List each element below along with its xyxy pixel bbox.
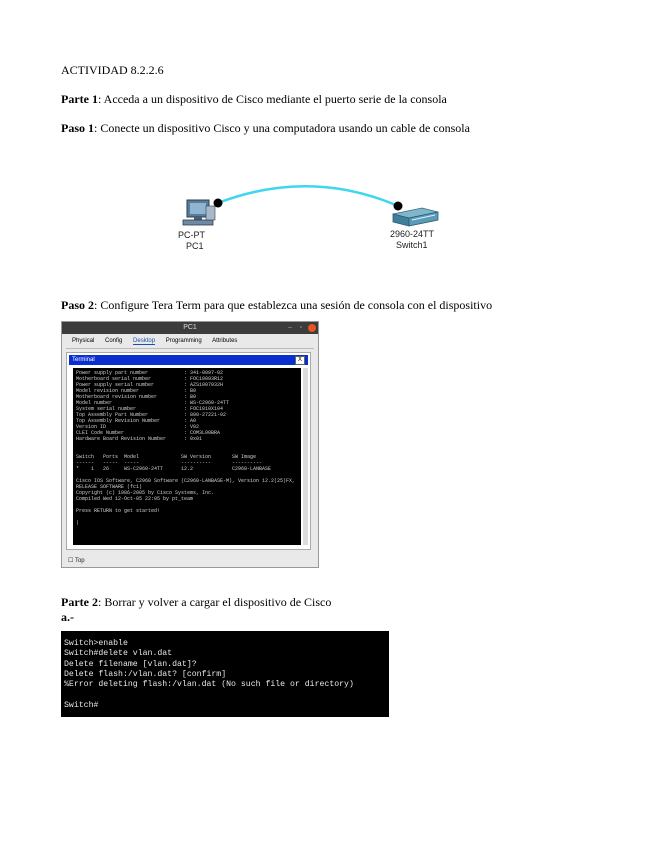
topology-svg	[150, 178, 470, 268]
pc-port-dot	[214, 199, 223, 208]
cli-line: Delete filename [vlan.dat]?	[64, 659, 197, 669]
minimize-icon[interactable]: –	[288, 324, 292, 331]
pc1-window-screenshot	[61, 321, 319, 568]
terminal-line: Power supply serial number : AZS1007032H	[76, 382, 224, 388]
parte2-heading	[61, 595, 331, 610]
pc-name-label: PC1	[186, 241, 204, 251]
terminal-close-button[interactable]: X	[295, 356, 305, 365]
terminal-line: RELEASE SOFTWARE (fc1)	[76, 484, 143, 490]
parte2-text: : Borrar y volver a cargar el dispositivo de Cisco	[97, 595, 332, 609]
pc-type-label: PC-PT	[178, 230, 205, 240]
terminal-header	[69, 355, 308, 365]
parte1-text: : Acceda a un dispositivo de Cisco mediante el puerto serie de la consola	[97, 92, 447, 106]
terminal-line: CLEI Code Number : COM3L00BRA	[76, 430, 221, 436]
paso1-heading	[61, 121, 470, 136]
terminal-line: System serial number : FOC1010X104	[76, 406, 224, 412]
step-a-text: a.-	[61, 610, 74, 624]
terminal-line: Top Assembly Revision Number : A0	[76, 418, 197, 424]
parte1-label: Parte 1	[61, 92, 98, 106]
terminal-line: * 1 26 WS-C2960-24TT 12.2 C2960-LANBASE	[76, 466, 272, 472]
window-tabs	[72, 338, 246, 344]
paso2-text: : Configure Tera Term para que establezca una sesión de consola con el dispositivo	[94, 298, 493, 312]
window-close-icon[interactable]	[308, 324, 316, 332]
terminal-line: Version ID : V02	[76, 424, 200, 430]
cli-line: %Error deleting flash:/vlan.dat (No such file or directory)	[64, 680, 354, 690]
terminal-line: |	[76, 520, 80, 526]
terminal-line: Hardware Board Revision Number : 0x01	[76, 436, 203, 442]
terminal-output[interactable]	[73, 368, 301, 545]
step-a-label	[61, 610, 74, 625]
terminal-line: Model revision number : B0	[76, 388, 197, 394]
cli-line: Switch>enable	[64, 639, 128, 648]
paso1-text: : Conecte un dispositivo Cisco y una computadora usando un cable de consola	[94, 121, 470, 135]
terminal-line: Copyright (c) 1986-2005 by Cisco Systems, Inc.	[76, 490, 215, 496]
paso1-label: Paso 1	[61, 121, 94, 135]
tab-desktop[interactable]: Desktop	[133, 338, 156, 344]
maximize-icon[interactable]: ▫	[299, 324, 302, 331]
desktop-panel	[66, 352, 311, 550]
parte1-heading	[61, 92, 447, 107]
terminal-line: Top Assembly Part Number : 800-27221-02	[76, 412, 227, 418]
cli-line: Delete flash:/vlan.dat? [confirm]	[64, 669, 227, 679]
cli-line	[64, 690, 389, 700]
terminal-line: Model number : WS-C2960-24TT	[76, 400, 230, 406]
tab-physical[interactable]: Physical	[72, 338, 95, 344]
parte2-label: Parte 2	[61, 595, 98, 609]
switch-type-label: 2960-24TT	[390, 229, 435, 239]
pc-icon	[183, 200, 215, 225]
window-titlebar	[62, 322, 318, 334]
cli-line: Switch#delete vlan.dat	[64, 649, 173, 659]
terminal-title: Terminal	[72, 357, 95, 363]
tab-attributes[interactable]: Attributes	[212, 338, 238, 344]
top-checkbox[interactable]: ☐ Top	[68, 558, 85, 564]
terminal-line: Cisco IOS Software, C2960 Software (C2960-LANBASE-M), Version 12.2(25)FX,	[76, 478, 296, 484]
terminal-line: Power supply part number : 341-0097-02	[76, 370, 224, 376]
console-cable-link	[218, 186, 398, 206]
terminal-line: Compiled Wed 12-Oct-05 22:05 by pt_team	[76, 496, 194, 502]
switch-port-dot	[394, 202, 403, 211]
terminal-line: Press RETURN to get started!	[76, 508, 161, 514]
window-title: PC1	[183, 324, 197, 331]
paso2-label: Paso 2	[61, 298, 94, 312]
switch-name-label: Switch1	[396, 240, 428, 250]
network-topology-figure	[150, 178, 470, 268]
tab-config[interactable]: Config	[105, 338, 123, 344]
terminal-line: Switch Ports Model SW Version SW Image	[76, 454, 257, 460]
paso2-heading	[61, 298, 492, 313]
tab-programming[interactable]: Programming	[165, 338, 202, 344]
activity-title: ACTIVIDAD 8.2.2.6	[61, 63, 164, 77]
terminal-line: Motherboard serial number : FOC10093R12	[76, 376, 224, 382]
cli-line: Switch#	[64, 700, 99, 710]
switch-icon	[393, 208, 438, 226]
top-checkbox-label: Top	[74, 558, 85, 564]
terminal-line: Motherboard revision number : B0	[76, 394, 197, 400]
tab-divider	[66, 348, 314, 349]
terminal-line: ------ ----- ----- ---------- ----------	[76, 460, 263, 466]
cli-screenshot	[61, 631, 389, 717]
terminal-scrollbar[interactable]	[303, 368, 308, 545]
